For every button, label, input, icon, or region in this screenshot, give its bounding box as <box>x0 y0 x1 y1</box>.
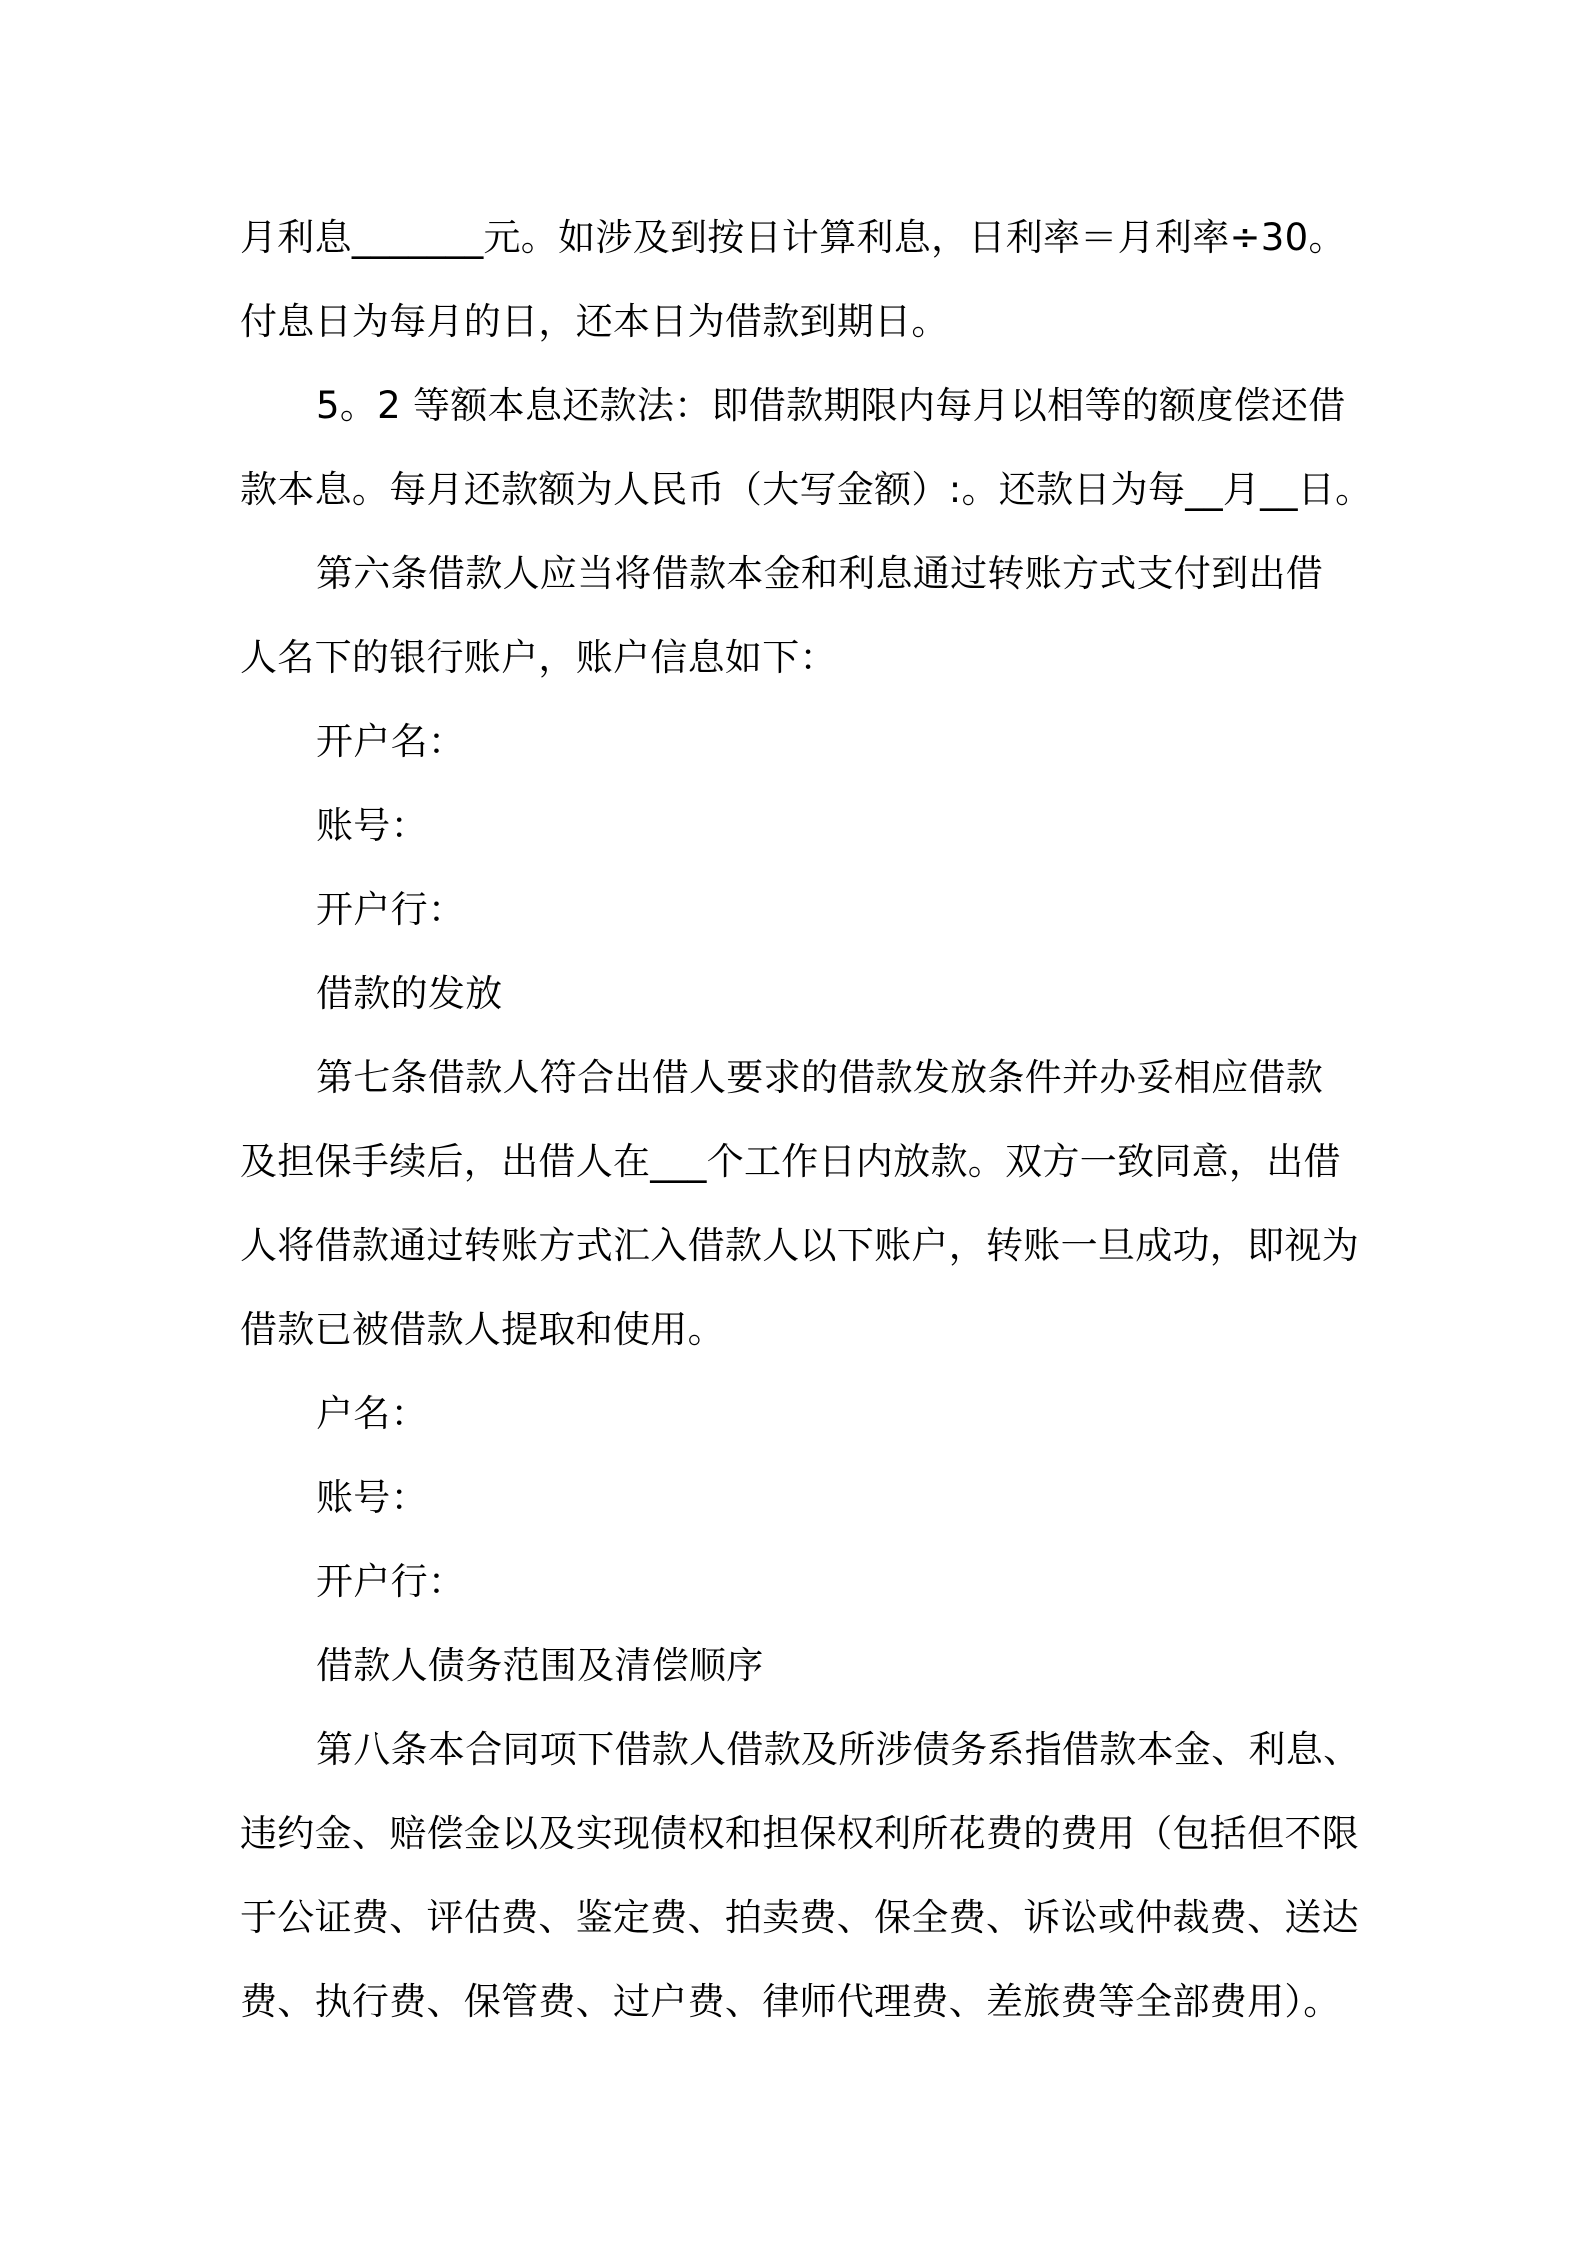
text-line: 5。2 等额本息还款法：即借款期限内每月以相等的额度偿还借 <box>316 384 1346 427</box>
section-heading: 借款的发放 <box>316 972 503 1015</box>
text-line: 第八条本合同项下借款人借款及所涉债务系指借款本金、利息、 <box>316 1728 1361 1771</box>
text-line: 于公证费、评估费、鉴定费、拍卖费、保全费、诉讼或仲裁费、送达 <box>240 1896 1359 1939</box>
text-line: 开户名： <box>316 720 466 763</box>
text-line: 月利息_______元。如涉及到按日计算利息，日利率＝月利率÷30。 <box>240 216 1346 259</box>
text-line: 违约金、赔偿金以及实现债权和担保权利所花费的费用（包括但不限 <box>240 1812 1359 1855</box>
text-line: 人将借款通过转账方式汇入借款人以下账户，转账一旦成功，即视为 <box>240 1224 1359 1267</box>
text-line: 费、执行费、保管费、过户费、律师代理费、差旅费等全部费用）。 <box>240 1980 1341 2023</box>
text-line: 账号： <box>316 1476 428 1519</box>
text-line: 及担保手续后，出借人在___个工作日内放款。双方一致同意，出借 <box>240 1140 1341 1183</box>
section-heading: 借款人债务范围及清偿顺序 <box>316 1644 764 1687</box>
text-line: 账号： <box>316 804 428 847</box>
text-line: 户名： <box>316 1392 428 1435</box>
text-line: 开户行： <box>316 1560 466 1603</box>
text-line: 借款已被借款人提取和使用。 <box>240 1308 725 1351</box>
text-line: 付息日为每月的日，还本日为借款到期日。 <box>240 300 949 343</box>
text-line: 第六条借款人应当将借款本金和利息通过转账方式支付到出借 <box>316 552 1324 595</box>
text-line: 人名下的银行账户，账户信息如下： <box>240 636 837 679</box>
text-line: 第七条借款人符合出借人要求的借款发放条件并办妥相应借款 <box>316 1056 1324 1099</box>
text-line: 开户行： <box>316 888 466 931</box>
document-body <box>240 196 1373 2044</box>
text-line: 款本息。每月还款额为人民币（大写金额）:。还款日为每__月__日。 <box>240 468 1373 511</box>
